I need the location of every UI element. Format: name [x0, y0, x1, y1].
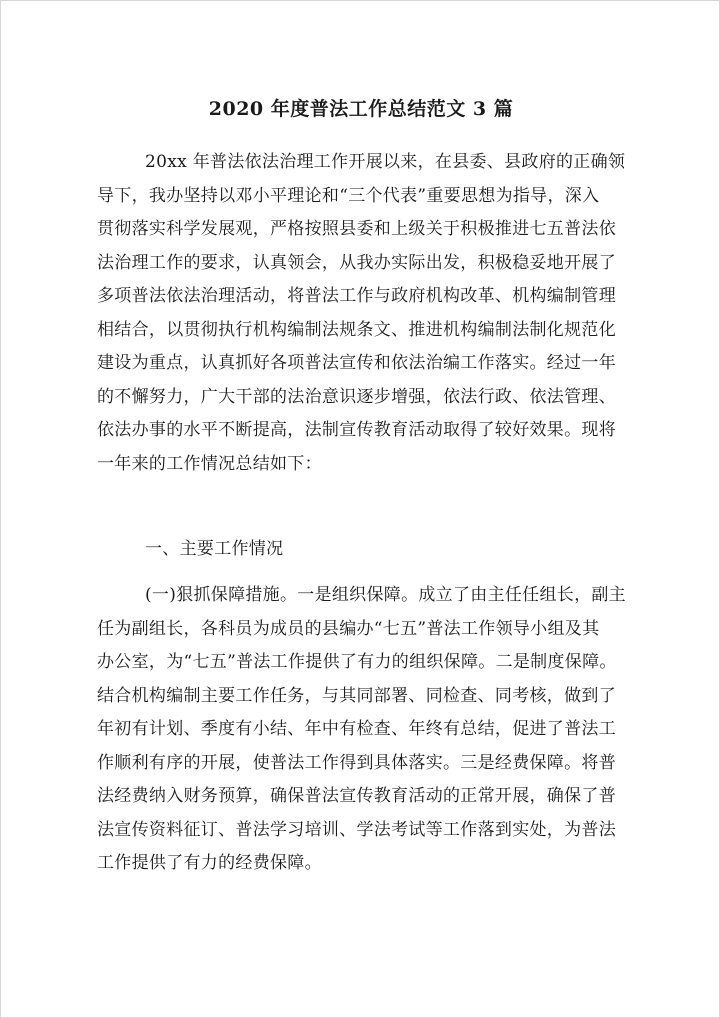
- paragraph-line: (一)狠抓保障措施。一是组织保障。成立了由主任任组长，副主: [145, 585, 626, 605]
- paragraph-line: 工作提供了有力的经费保障。: [97, 853, 322, 873]
- paragraph-safeguards: [97, 579, 627, 881]
- paragraph-line: 20xx 年普法依法治理工作开展以来，在县委、县政府的正确领: [145, 152, 626, 172]
- paragraph-line: 法经费纳入财务预算，确保普法宣传教育活动的正常开展，确保了普: [97, 786, 616, 806]
- paragraph-line: 多项普法依法治理活动，将普法工作与政府机构改革、机构编制管理: [97, 286, 616, 306]
- document-title: 2020 年度普法工作总结范文 3 篇: [208, 98, 514, 120]
- paragraph-line: 一年来的工作情况总结如下：: [97, 453, 322, 474]
- paragraph-intro: [97, 146, 627, 481]
- paragraph-line: 的不懈努力，广大干部的法治意识逐步增强，依法行政、依法管理、: [97, 386, 616, 407]
- paragraph-line: 办公室，为“七五”普法工作提供了有力的组织保障。二是制度保障。: [97, 652, 617, 672]
- paragraph-line: 相结合，以贯彻执行机构编制法规条文、推进机构编制法制化规范化: [97, 319, 616, 340]
- paragraph-line: 依法办事的水平不断提高，法制宣传教育活动取得了较好效果。现将: [97, 420, 616, 440]
- paragraph-line: 结合机构编制主要工作任务，与其同部署、同检查、同考核，做到了: [97, 685, 616, 706]
- section-heading: 一、主要工作情况: [145, 539, 284, 559]
- paragraph-line: 建设为重点，认真抓好各项普法宣传和依法治编工作落实。经过一年: [97, 353, 616, 373]
- paragraph-line: 导下，我办坚持以邓小平理论和“三个代表”重要思想为指导，深入: [97, 185, 600, 206]
- paragraph-line: 年初有计划、季度有小结、年中有检查、年终有总结，促进了普法工: [97, 719, 616, 739]
- paragraph-line: 法治理工作的要求，认真领会，从我办实际出发，积极稳妥地开展了: [97, 252, 616, 273]
- paragraph-line: 贯彻落实科学发展观，严格按照县委和上级关于积极推进七五普法依: [97, 219, 616, 239]
- paragraph-line: 任为副组长，各科员为成员的县编办“七五”普法工作领导小组及其: [97, 618, 600, 639]
- paragraph-line: 法宣传资料征订、普法学习培训、学法考试等工作落到实处，为普法: [97, 819, 616, 840]
- paragraph-line: 作顺利有序的开展，使普法工作得到具体落实。三是经费保障。将普: [97, 752, 616, 773]
